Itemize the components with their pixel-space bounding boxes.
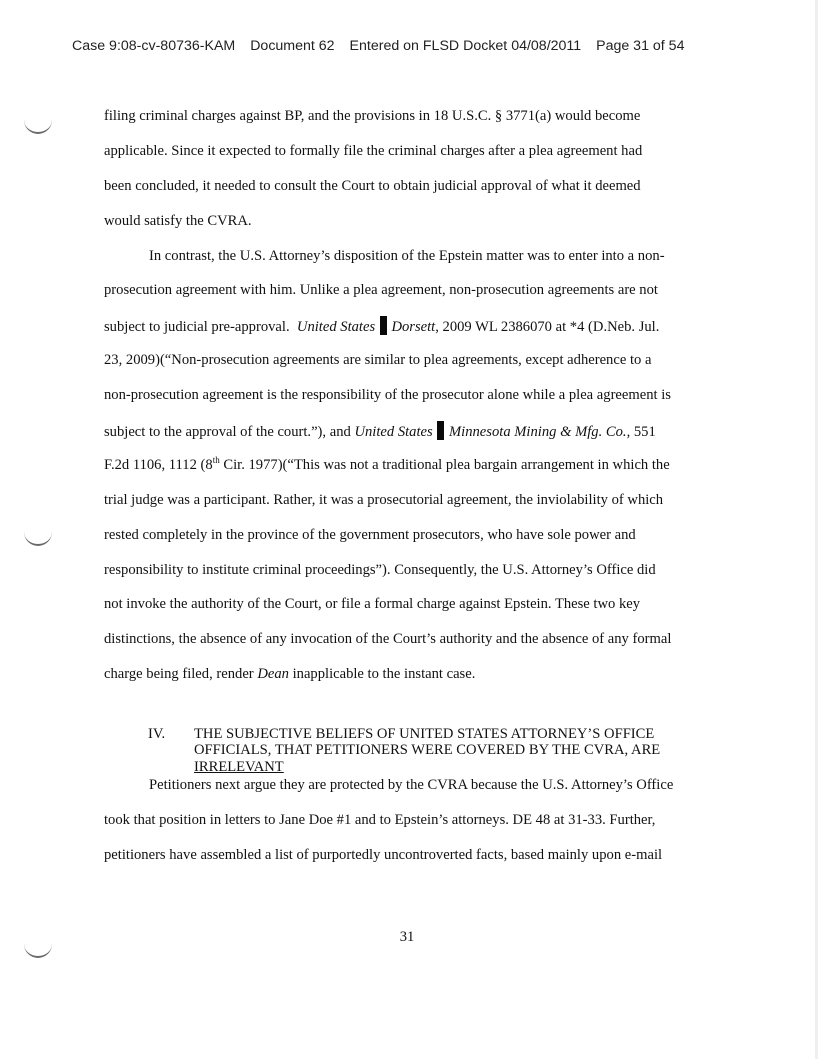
p3-line: took that position in letters to Jane Doe #1 and to Epstein’s attorneys. DE 48 at 31-33. Further, <box>104 811 656 828</box>
p2-line <box>104 456 708 491</box>
case-name-italic: Dorsett <box>391 319 436 336</box>
p2-text: , 2009 WL 2386070 at *4 (D.Neb. Jul. <box>435 319 660 336</box>
p1-line: been concluded, it needed to consult the Court to obtain judicial approval of what it deemed <box>104 177 641 194</box>
body-text <box>104 107 708 700</box>
p2-line-citation <box>104 316 708 351</box>
page-number: 31 <box>399 929 415 945</box>
section-title-underlined: IRRELEVANT <box>194 758 284 775</box>
p3-line: Petitioners next argue they are protected by the CVRA because the U.S. Attorney’s Office <box>149 777 674 793</box>
p2-line: not invoke the authority of the Court, or file a formal charge against Epstein. These two key <box>104 596 641 613</box>
p2-text: , 551 <box>626 424 656 441</box>
section-title-line: THE SUBJECTIVE BELIEFS OF UNITED STATES ATTORNEY’S OFFICE <box>194 726 655 742</box>
binder-hole-bottom <box>24 942 52 958</box>
docket-header <box>72 38 752 54</box>
p1-line: applicable. Since it expected to formally file the criminal charges after a plea agreement had <box>104 142 643 159</box>
p2-text: subject to the approval of the court.”), and <box>104 424 351 441</box>
p2-text: F.2d 1106, 1112 (8 <box>104 456 213 473</box>
p2-line: prosecution agreement with him. Unlike a plea agreement, non-prosecution agreements are not <box>104 282 658 299</box>
p2-line: In contrast, the U.S. Attorney’s disposition of the Epstein matter was to enter into a non- <box>149 247 665 264</box>
p2-text: inapplicable to the instant case. <box>292 666 476 683</box>
document-number: Document 62 <box>250 38 335 54</box>
case-name-italic: United States <box>296 319 376 336</box>
p2-text: Cir. 1977)(“This was not a traditional plea bargain arrangement in which the <box>219 456 670 473</box>
binder-hole-top <box>24 118 52 134</box>
page-indicator: Page 31 of 54 <box>596 38 685 54</box>
case-name-italic: Dean <box>257 666 289 683</box>
section-title-line: OFFICIALS, THAT PETITIONERS WERE COVERED BY THE CVRA, ARE <box>194 742 661 759</box>
p2-text: subject to judicial pre-approval. <box>104 319 290 336</box>
p2-line: trial judge was a participant. Rather, it was a prosecutorial agreement, the inviolability of which <box>104 491 664 508</box>
docket-entry: Entered on FLSD Docket 04/08/2011 <box>349 38 582 54</box>
p2-line: rested completely in the province of the government prosecutors, who have sole power and <box>104 526 636 543</box>
p2-line: 23, 2009)(“Non-prosecution agreements are similar to plea agreements, except adherence to a <box>104 352 652 369</box>
p3-line: petitioners have assembled a list of purportedly uncontroverted facts, based mainly upon e-mail <box>104 846 663 863</box>
p2-line: non-prosecution agreement is the responsibility of the prosecutor alone while a plea agreement is <box>104 387 671 404</box>
p1-line: would satisfy the CVRA. <box>104 212 252 229</box>
p2-line: distinctions, the absence of any invocation of the Court’s authority and the absence of any formal <box>104 631 672 648</box>
case-number: Case 9:08-cv-80736-KAM <box>72 38 236 54</box>
section-number: IV. <box>148 726 166 742</box>
p2-line-citation <box>104 421 708 456</box>
section-title <box>194 726 734 775</box>
p2-line <box>104 665 708 700</box>
case-name-italic: Minnesota Mining & Mfg. Co. <box>449 424 627 441</box>
case-name-italic: United States <box>354 424 433 441</box>
redaction-mark <box>380 316 387 335</box>
p2-text: charge being filed, render <box>104 666 254 683</box>
p2-line: responsibility to institute criminal proceedings”). Consequently, the U.S. Attorney’s Office did <box>104 561 656 578</box>
binder-hole-middle <box>24 530 52 546</box>
superscript: th <box>212 455 220 466</box>
body-text-continued <box>104 776 708 881</box>
redaction-mark <box>437 421 444 440</box>
p1-line: filing criminal charges against BP, and the provisions in 18 U.S.C. § 3771(a) would become <box>104 108 641 124</box>
